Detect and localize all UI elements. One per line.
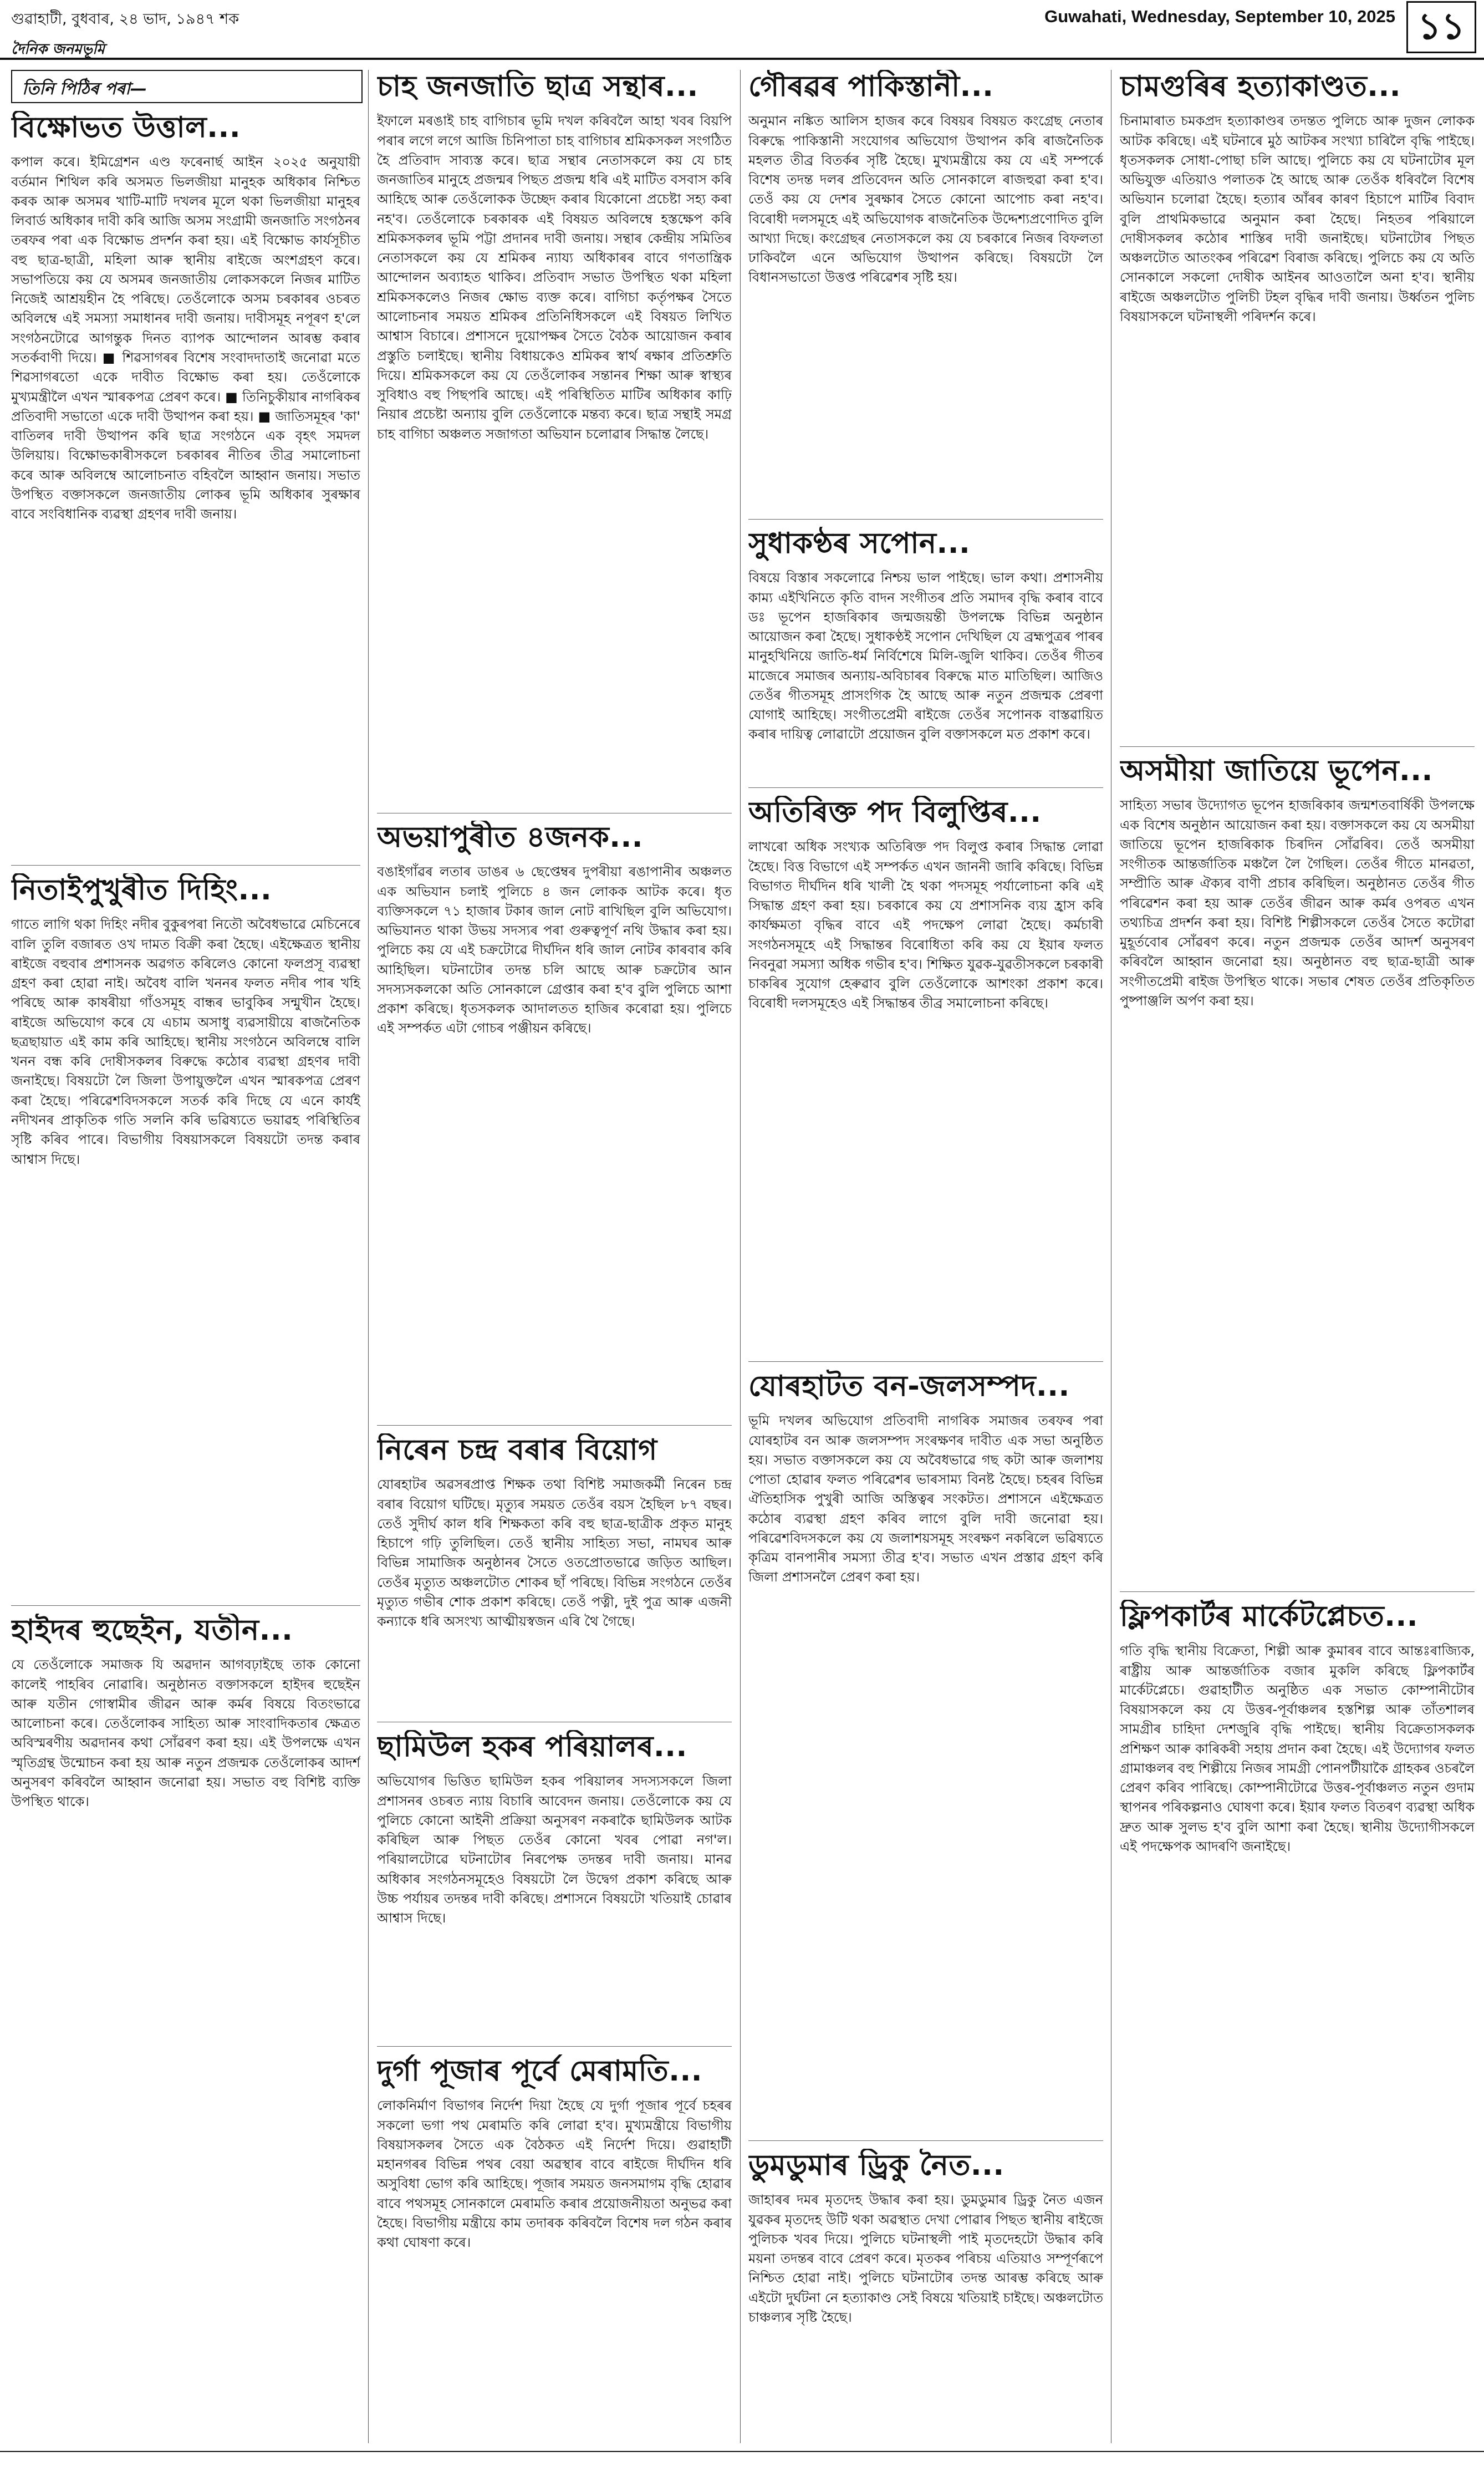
story-14 [1120, 70, 1475, 741]
story-headline: ফ্লিপকাৰ্টৰ মাৰ্কেটপ্লেচত... [1120, 1600, 1419, 1633]
story-13 [748, 2149, 1103, 2437]
story-separator [748, 519, 1103, 520]
page-bottom-rule [0, 2451, 1484, 2452]
story-headline: যোৰহাটত বন-জলসম্পদ... [748, 1370, 1070, 1403]
masthead-rule [0, 58, 1484, 60]
story-headline: অসমীয়া জাতিয়ে ভূপেন... [1120, 754, 1433, 787]
column-divider [368, 70, 369, 2443]
story-body: সাহিত্য সভাৰ উদ্যোগত ভূপেন হাজৰিকাৰ জন্মশতবাৰ্ষিকী উপলক্ষে এক বিশেষ অনুষ্ঠান আয়োজন কৰা হয়। বক্তাসকলে কয় যে অসমীয়া জাতিয়ে ভূপেন হাজৰিকাক চিৰদিন সোঁৱৰিব। তেওঁ অসমীয়া সংগীতক আন্তৰ্জাতিক মঞ্চলৈ লৈ গৈছিল। তেওঁৰ গীতে মানৱতা, সম্প্ৰীতি আৰু ঐক্যৰ বাণী প্ৰচাৰ কৰিছিল। অনুষ্ঠানত তেওঁৰ গীত পৰিৱেশন কৰা হয় আৰু তেওঁৰ জীৱন আৰু কৰ্মৰ ওপৰত এখন তথ্যচিত্ৰ প্ৰদৰ্শন কৰা হয়। বিশিষ্ট শিল্পীসকলে তেওঁৰ সৈতে কটোৱা মুহূৰ্তবোৰ সোঁৱৰণ কৰে। নতুন প্ৰজন্মক তেওঁৰ আদৰ্শ অনুসৰণ কৰিবলৈ আহ্বান জনোৱা হয়। অনুষ্ঠানত বহু ছাত্ৰ-ছাত্ৰী আৰু সংগীতপ্ৰেমী ৰাইজ উপস্থিত থাকে। সভাৰ শেষত তেওঁৰ প্ৰতিকৃতিত পুষ্পাঞ্জলি অৰ্পণ কৰা হয়। [1120, 797, 1475, 1009]
story-separator [11, 1605, 360, 1606]
column-divider [740, 70, 741, 2443]
story-body: কপাল কৰে। ইমিগ্ৰেশন এণ্ড ফৰেনাৰ্ছ আইন ২০২৫ অনুযায়ী বৰ্তমান শিথিল কৰি অসমত ভিলজীয়া মানুহক অধিকাৰ নিশ্চিত কৰক আৰু অসমৰ খাটি-মাটি দখলৰ মূলে থকা ভিলজীয়া মানুহৰ লিবাৰ্ড অধিকাৰ দাবী কৰি আজি অসম সংগ্ৰামী জনজাতি সংগঠনৰ তৰফৰ পৰা এক বিক্ষোভ প্ৰদৰ্শন কৰা হয়। এই বিক্ষোভ কাৰ্যসূচীত বহু ছাত্ৰ-ছাত্ৰী, মহিলা আৰু স্থানীয় ৰাইজে অংশগ্ৰহণ কৰে। সভাপতিয়ে কয় যে অসমৰ জনজাতীয় লোকসকলে নিজৰ মাটিত নিজেই আশ্ৰয়হীন হৈ পৰিছে। তেওঁলোকে অসম চৰকাৰৰ ওচৰত অবিলম্বে এই সমস্যা সমাধানৰ দাবী জনায়। দাবীসমূহ নপূৰণ হ'লে সংগঠনটোৱে আগন্তুক দিনত ব্যাপক আন্দোলন আৰম্ভ কৰাৰ সতৰ্কবাণী দিয়ে। ■ শিৱসাগৰৰ বিশেষ সংবাদদাতাই জনোৱা মতে শিৱসাগৰতো একে দাবীত বিক্ষোভ কৰা হয়। তেওঁলোকে মুখ্যমন্ত্ৰীলৈ এখন স্মাৰকপত্ৰ প্ৰেৰণ কৰে। ■ তিনিচুকীয়াৰ নাগৰিকৰ প্ৰতিবাদী সভাতো একে দাবী উত্থাপন কৰা হয়। ■ জাতিসমূহৰ 'কা' বাতিলৰ দাবী উত্থাপন কৰি ছাত্ৰ সংগঠনে এক বৃহৎ সমদল উলিয়ায়। বিক্ষোভকাৰীসকলে চৰকাৰৰ নীতিৰ তীব্ৰ সমালোচনা কৰে আৰু অবিলম্বে আলোচনাত বহিবলৈ আহ্বান জনায়। সভাত উপস্থিত বক্তাসকলে জনজাতীয় লোকৰ ভূমি অধিকাৰ সুৰক্ষাৰ বাবে সংবিধানিক ব্যৱস্থা গ্ৰহণৰ দাবী জনায়। [11, 154, 360, 522]
story-9 [748, 70, 1103, 513]
story-1 [11, 111, 360, 859]
story-15 [1120, 754, 1475, 1586]
story-body: লাখৰো অধিক সংখ্যক অতিৰিক্ত পদ বিলুপ্ত কৰাৰ সিদ্ধান্ত লোৱা হৈছে। বিত্ত বিভাগে এই সম্পৰ্কত এখন জাননী জাৰি কৰিছে। বিভিন্ন বিভাগত দীৰ্ঘদিন ধৰি খালী হৈ থকা পদসমূহ পৰ্যালোচনা কৰি এই সিদ্ধান্ত গ্ৰহণ কৰা হয়। চৰকাৰে কয় যে প্ৰশাসনিক ব্যয় হ্ৰাস কৰি কাৰ্যক্ষমতা বৃদ্ধিৰ বাবে এই পদক্ষেপ লোৱা হৈছে। কৰ্মচাৰী সংগঠনসমূহে এই সিদ্ধান্তৰ বিৰোধিতা কৰি কয় যে ইয়াৰ ফলত নিবনুৱা সমস্যা অধিক গভীৰ হ'ব। শিক্ষিত যুৱক-যুৱতীসকলে চৰকাৰী চাকৰিৰ সুযোগ হেৰুৱাব বুলি তেওঁলোকে আশংকা প্ৰকাশ কৰে। বিৰোধী দলসমূহেও এই সিদ্ধান্তৰ তীব্ৰ সমালোচনা কৰিছে। [748, 839, 1103, 1011]
story-headline: ছামিউল হকৰ পৰিয়ালৰ... [377, 1730, 687, 1763]
story-headline: ডুমডুমাৰ ড্ৰিকু নৈত... [748, 2149, 1004, 2182]
story-body: জাহাৰৰ দমৰ মৃতদেহ উদ্ধাৰ কৰা হয়। ডুমডুমাৰ ড্ৰিকু নৈত এজন যুৱকৰ মৃতদেহ উটি থকা অৱস্থাত দেখা পোৱাৰ পিছত স্থানীয় ৰাইজে পুলিচক খবৰ দিয়ে। পুলিচে ঘটনাস্থলী পাই মৃতদেহটো উদ্ধাৰ কৰি ময়না তদন্তৰ বাবে প্ৰেৰণ কৰে। মৃতকৰ পৰিচয় এতিয়াও সম্পূৰ্ণৰূপে নিশ্চিত হোৱা নাই। পুলিচে ঘটনাটোৰ তদন্ত আৰম্ভ কৰিছে আৰু এইটো দুৰ্ঘটনা নে হত্যাকাণ্ড সেই বিষয়ে খতিয়াই চাইছে। অঞ্চলটোত চাঞ্চল্যৰ সৃষ্টি হৈছে। [748, 2192, 1103, 2325]
story-body: বিষয়ে বিস্তাৰ সকলোৱে নিশ্চয় ভাল পাইছে। ভাল কথা। প্ৰশাসনীয় কাম্য এইখিনিতে কৃতি বাদন সংগীতৰ প্ৰতি সমাদৰ বৃদ্ধি কৰাৰ বাবে ডঃ ভূপেন হাজৰিকাৰ জন্মজয়ন্তী উপলক্ষে বিভিন্ন অনুষ্ঠান আয়োজন কৰা হৈছে। সুধাকণ্ঠই সপোন দেখিছিল যে ব্ৰহ্মপুত্ৰৰ পাৰৰ মানুহখিনিয়ে জাতি-ধৰ্ম নিৰ্বিশেষে মিলি-জুলি থাকিব। তেওঁৰ গীতৰ মাজেৰে সমাজৰ অন্যায়-অবিচাৰৰ বিৰুদ্ধে মাত মাতিছিল। আজিও তেওঁৰ গীতসমূহ প্ৰাসংগিক হৈ আছে আৰু নতুন প্ৰজন্মক প্ৰেৰণা যোগাই আহিছে। সংগীতপ্ৰেমী ৰাইজে তেওঁৰ সপোনক বাস্তৱায়িত কৰাৰ দায়িত্ব লোৱাটো প্ৰয়োজন বুলি বক্তাসকলে মত প্ৰকাশ কৰে। [748, 570, 1103, 742]
story-separator [1120, 1591, 1475, 1592]
story-headline: অভয়াপুৰীত ৪জনক... [377, 821, 644, 854]
story-separator [11, 865, 360, 866]
story-body: অনুমান নঙ্কিত আলিস হাজৰ কৰে বিষয়ৰ বিষয়ত কংগ্ৰেছ নেতাৰ বিৰুদ্ধে পাকিস্তানী সংযোগৰ অভিযোগ উত্থাপন কৰি ৰাজনৈতিক মহলত তীব্ৰ বিতৰ্কৰ সৃষ্টি হৈছে। মুখ্যমন্ত্ৰীয়ে কয় যে এই সম্পৰ্কে বিশেষ তদন্ত দলৰ প্ৰতিবেদন অতি সোনকালে ৰাজহুৱা কৰা হ'ব। তেওঁ কয় যে দেশৰ সুৰক্ষাৰ সৈতে কোনো আপোচ কৰা নহ'ব। বিৰোধী দলসমূহে এই অভিযোগক ৰাজনৈতিক উদ্দেশ্যপ্ৰণোদিত বুলি আখ্যা দিছে। কংগ্ৰেছৰ নেতাসকলে কয় যে চৰকাৰে নিজৰ বিফলতা ঢাকিবলৈ এনে অভিযোগ উত্থাপন কৰিছে। বিষয়টো লৈ বিধানসভাতো উত্তপ্ত পৰিৱেশৰ সৃষ্টি হয়। [748, 113, 1103, 286]
story-headline: সুধাকণ্ঠৰ সপোন... [748, 527, 971, 560]
story-body: গাতে লাগি থকা দিহিং নদীৰ বুকুৰপৰা নিতৌ অবৈধভাৱে মেচিনেৰে বালি তুলি বজাৰত ওখ দামত বিক্ৰী কৰা হৈছে। এইক্ষেত্ৰত স্থানীয় ৰাইজে বহুবাৰ প্ৰশাসনক অৱগত কৰিলেও কোনো ফলপ্ৰসূ ব্যৱস্থা গ্ৰহণ কৰা হোৱা নাই। অবৈধ বালি খননৰ ফলত নদীৰ পাৰ খহি পৰিছে আৰু কাষৰীয়া গাঁওসমূহ বান্ধৰ ভাবুকিৰ সন্মুখীন হৈছে। ৰাইজে অভিযোগ কৰে যে এচাম অসাধু ব্যৱসায়ীয়ে ৰাজনৈতিক ছত্ৰছায়াত এই কাম কৰি আহিছে। স্থানীয় সংগঠনে অবিলম্বে বালি খনন বন্ধ কৰি দোষীসকলৰ বিৰুদ্ধে কঠোৰ ব্যৱস্থা গ্ৰহণৰ দাবী জনাইছে। বিষয়টো লৈ জিলা উপায়ুক্তলৈ এখন স্মাৰকপত্ৰ প্ৰেৰণ কৰা হৈছে। পৰিৱেশবিদসকলে সতৰ্ক কৰি দিছে যে এনে কাৰ্যই নদীখনৰ প্ৰাকৃতিক গতি সলনি কৰি ভৱিষ্যতে ভয়াৱহ পৰিস্থিতিৰ সৃষ্টি কৰিব পাৰে। বিভাগীয় বিষয়াসকলে বিষয়টো তদন্ত কৰাৰ আশ্বাস দিছে। [11, 917, 360, 1167]
dateline-assamese: গুৱাহাটী, বুধবাৰ, ২৪ ভাদ, ১৯৪৭ শক [11, 11, 239, 28]
story-headline: নিৰেন চন্দ্ৰ বৰাৰ বিয়োগ [377, 1433, 657, 1467]
story-body: চিনামাৰাত চমকপ্ৰদ হত্যাকাণ্ডৰ তদন্তত পুলিচে আৰু দুজন লোকক আটক কৰিছে। এই ঘটনাৰে মুঠ আটকৰ সংখ্যা চাৰিলৈ বৃদ্ধি পাইছে। ধৃতসকলক সোধা-পোছা চলি আছে। পুলিচে কয় যে ঘটনাটোৰ মূল অভিযুক্ত এতিয়াও পলাতক হৈ আছে আৰু তেওঁক ধৰিবলৈ বিশেষ অভিযান চলোৱা হৈছে। হত্যাৰ আঁৰৰ কাৰণ হিচাপে মাটিৰ বিবাদ বুলি প্ৰাথমিকভাৱে অনুমান কৰা হৈছে। নিহতৰ পৰিয়ালে দোষীসকলৰ কঠোৰ শাস্তিৰ দাবী জনাইছে। ঘটনাটোৰ পিছত অঞ্চলটোত আতংকৰ পৰিৱেশ বিৰাজ কৰিছে। পুলিচে কয় যে অতি সোনকালে সকলো দোষীক আইনৰ আওতালৈ অনা হ'ব। স্থানীয় ৰাইজে অঞ্চলটোত পুলিচী টহল বৃদ্ধিৰ দাবী জনায়। উৰ্ধ্বতন পুলিচ বিষয়াসকলে ঘটনাস্থলী পৰিদৰ্শন কৰে। [1120, 113, 1475, 325]
story-body: বঙাইগাঁৱৰ লতাৰ ডাঙৰ ৬ ছেপ্তেম্বৰ দুপৰীয়া ৰঙাপানীৰ অঞ্চলত এক অভিযান চলাই পুলিচে ৪ জন লোকক আটক কৰে। ধৃত ব্যক্তিসকলে ৭১ হাজাৰ টকাৰ জাল নোট ৰাখিছিল বুলি অভিযোগ। অভিযানত থাকা উভয় সদস্যৰ পৰা গুৰুত্বপূৰ্ণ নথি উদ্ধাৰ কৰা হয়। পুলিচে কয় যে এই চক্ৰটোৱে দীৰ্ঘদিন ধৰি জাল নোটৰ কাৰবাৰ কৰি আহিছিল। ঘটনাটোৰ তদন্ত চলি আছে আৰু চক্ৰটোৰ আন সদস্যসকলকো অতি সোনকালে গ্ৰেপ্তাৰ কৰা হ'ব বুলি পুলিচে আশা প্ৰকাশ কৰিছে। ধৃতসকলক আদালতত হাজিৰ কৰোৱা হয়। পুলিচে এই সম্পৰ্কত এটা গোচৰ পঞ্জীয়ন কৰিছে। [377, 864, 732, 1036]
story-3 [11, 1614, 360, 2434]
story-8 [377, 2054, 732, 2437]
story-body: লোকনিৰ্মাণ বিভাগৰ নিৰ্দেশ দিয়া হৈছে যে দুৰ্গা পূজাৰ পূৰ্বে চহৰৰ সকলো ভগা পথ মেৰামতি কৰি লোৱা হ'ব। মুখ্যমন্ত্ৰীয়ে বিভাগীয় বিষয়াসকলৰ সৈতে এক বৈঠকত এই নিৰ্দেশ দিয়ে। গুৱাহাটী মহানগৰৰ বিভিন্ন পথৰ বেয়া অৱস্থাৰ বাবে ৰাইজে দীৰ্ঘদিন ধৰি অসুবিধা ভোগ কৰি আহিছে। পূজাৰ সময়ত জনসমাগম বৃদ্ধি হোৱাৰ বাবে পথসমূহ সোনকালে মেৰামতি কৰাৰ প্ৰয়োজনীয়তা অনুভৱ কৰা হৈছে। বিভাগীয় মন্ত্ৰীয়ে কাম তদাৰক কৰিবলৈ বিশেষ দল গঠন কৰাৰ কথা ঘোষণা কৰে। [377, 2098, 732, 2251]
continued-kicker: তিনি পিঠিৰ পৰা— [11, 70, 363, 103]
story-body: ভূমি দখলৰ অভিযোগ প্ৰতিবাদী নাগৰিক সমাজৰ তৰফৰ পৰা যোৰহাটৰ বন আৰু জলসম্পদ সংৰক্ষণৰ দাবীত এক সভা অনুষ্ঠিত হয়। সভাত বক্তাসকলে কয় যে অবৈধভাৱে গছ কটা আৰু জলাশয় পোতা হোৱাৰ ফলত পৰিৱেশৰ ভাৰসাম্য বিনষ্ট হৈছে। চহৰৰ বিভিন্ন ঐতিহাসিক পুখুৰী আজি অস্তিত্বৰ সংকটত। প্ৰশাসনে এইক্ষেত্ৰত কঠোৰ ব্যৱস্থা গ্ৰহণ কৰিব লাগে বুলি দাবী জনোৱা হয়। পৰিৱেশবিদসকলে কয় যে জলাশয়সমূহ সংৰক্ষণ নকৰিলে ভৱিষ্যতে কৃত্ৰিম বানপানীৰ সমস্যা তীব্ৰ হ'ব। সভাত এখন প্ৰস্তাৱ গ্ৰহণ কৰি জিলা প্ৰশাসনলৈ প্ৰেৰণ কৰা হয়। [748, 1413, 1103, 1585]
story-separator [377, 1425, 732, 1426]
story-headline: হাইদৰ হুছেইন, যতীন... [11, 1614, 293, 1647]
dateline-english: Guwahati, Wednesday, September 10, 2025 [1044, 7, 1395, 26]
story-4 [377, 70, 732, 807]
masthead [0, 0, 1484, 61]
story-11 [748, 796, 1103, 1356]
story-headline: দুৰ্গা পূজাৰ পূৰ্বে মেৰামতি... [377, 2054, 702, 2088]
story-body: অভিযোগৰ ভিত্তিত ছামিউল হকৰ পৰিয়ালৰ সদস্যসকলে জিলা প্ৰশাসনৰ ওচৰত ন্যায় বিচাৰি আবেদন জনায়। তেওঁলোকে কয় যে পুলিচে কোনো আইনী প্ৰক্ৰিয়া অনুসৰণ নকৰাকৈ ছামিউলক আটক কৰিছিল আৰু পিছত তেওঁৰ কোনো খবৰ পোৱা নগ'ল। পৰিয়ালটোৱে ঘটনাটোৰ নিৰপেক্ষ তদন্তৰ দাবী জনায়। মানৱ অধিকাৰ সংগঠনসমূহেও বিষয়টো লৈ উদ্বেগ প্ৰকাশ কৰিছে আৰু উচ্চ পৰ্যায়ৰ তদন্তৰ দাবী কৰিছে। প্ৰশাসনে বিষয়টো খতিয়াই চোৱাৰ আশ্বাস দিছে। [377, 1773, 732, 1926]
story-headline: অতিৰিক্ত পদ বিলুপ্তিৰ... [748, 796, 1042, 829]
story-separator [748, 787, 1103, 788]
story-7 [377, 1730, 732, 2041]
story-16 [1120, 1600, 1475, 2437]
story-2 [11, 873, 360, 1600]
story-body: যোৰহাটৰ অৱসৰপ্ৰাপ্ত শিক্ষক তথা বিশিষ্ট সমাজকৰ্মী নিৰেন চন্দ্ৰ বৰাৰ বিয়োগ ঘটিছে। মৃত্যুৰ সময়ত তেওঁৰ বয়স হৈছিল ৮৭ বছৰ। তেওঁ সুদীৰ্ঘ কাল ধৰি শিক্ষকতা কৰি বহু ছাত্ৰ-ছাত্ৰীক প্ৰকৃত মানুহ হিচাপে গঢ়ি তুলিছিল। তেওঁ স্থানীয় সাহিত্য সভা, নামঘৰ আৰু বিভিন্ন সামাজিক অনুষ্ঠানৰ সৈতে ওতপ্ৰোতভাৱে জড়িত আছিল। তেওঁৰ মৃত্যুত অঞ্চলটোত শোকৰ ছাঁ পৰিছে। বিভিন্ন সংগঠনে তেওঁৰ মৃত্যুত গভীৰ শোক প্ৰকাশ কৰিছে। তেওঁ পত্নী, দুই পুত্ৰ আৰু এজনী কন্যাকে ধৰি অসংখ্য আত্মীয়স্বজন এৰি থৈ গৈছে। [377, 1477, 732, 1630]
story-body: গতি বৃদ্ধি স্থানীয় বিক্ৰেতা, শিল্পী আৰু কুমাৰৰ বাবে আন্তঃৰাজ্যিক, ৰাষ্ট্ৰীয় আৰু আন্তৰ্জাতিক বজাৰ মুকলি কৰিছে ফ্লিপকাৰ্টৰ মাৰ্কেটপ্লেচে। গুৱাহাটীত অনুষ্ঠিত এক সভাত কোম্পানীটোৰ বিষয়াসকলে কয় যে উত্তৰ-পূৰ্বাঞ্চলৰ হস্তশিল্প আৰু তাঁতশালৰ সামগ্ৰীৰ চাহিদা দেশজুৰি বৃদ্ধি পাইছে। স্থানীয় বিক্ৰেতাসকলক প্ৰশিক্ষণ আৰু কাৰিকৰী সহায় প্ৰদান কৰা হৈছে। এই উদ্যোগৰ ফলত গ্ৰামাঞ্চলৰ বহু শিল্পীয়ে নিজৰ সামগ্ৰী পোনপটীয়াকৈ গ্ৰাহকৰ ওচৰলৈ প্ৰেৰণ কৰিব পাৰিছে। কোম্পানীটোৱে উত্তৰ-পূৰ্বাঞ্চলত নতুন গুদাম স্থাপনৰ পৰিকল্পনাও ঘোষণা কৰে। ইয়াৰ ফলত বিতৰণ ব্যৱস্থা অধিক দ্ৰুত আৰু সুলভ হ'ব বুলি আশা কৰা হৈছে। স্থানীয় উদ্যোগীসকলে এই পদক্ষেপক আদৰণি জনাইছে। [1120, 1643, 1475, 1855]
story-10 [748, 527, 1103, 782]
story-headline: গৌৰৱৰ পাকিস্তানী... [748, 70, 994, 103]
story-body: যে তেওঁলোকে সমাজক যি অৱদান আগবঢ়াইছে তাক কোনো কালেই পাহৰিব নোৱাৰি। অনুষ্ঠানত বক্তাসকলে হাইদৰ হুছেইন আৰু যতীন গোস্বামীৰ জীৱন আৰু কৰ্মৰ বিষয়ে বিতংভাৱে আলোচনা কৰে। তেওঁলোকৰ সাহিত্য আৰু সাংবাদিকতাৰ ক্ষেত্ৰত অবিস্মৰণীয় অৱদানৰ কথা সোঁৱৰণ কৰা হয়। এই উপলক্ষে এখন স্মৃতিগ্ৰন্থ উন্মোচন কৰা হয় আৰু নতুন প্ৰজন্মক তেওঁলোকৰ আদৰ্শ অনুসৰণ কৰিবলৈ আহ্বান জনোৱা হয়। সভাত বহু বিশিষ্ট ব্যক্তি উপস্থিত থাকে। [11, 1657, 360, 1810]
page-number: ১১ [1406, 1, 1476, 53]
story-5 [377, 821, 732, 1420]
story-headline: বিক্ষোভত উত্তাল... [11, 111, 241, 144]
story-body: ইফালে মৰঙাই চাহ বাগিচাৰ ভূমি দখল কৰিবলৈ আহা খবৰ বিয়পি পৰাৰ লগে লগে আজি চিনিপাতা চাহ বাগিচাৰ শ্ৰমিকসকল সংগঠিত হৈ প্ৰতিবাদ সাব্যস্ত কৰে। ছাত্ৰ সন্থাৰ নেতাসকলে কয় যে চাহ জনজাতিৰ মানুহে প্ৰজন্মৰ পিছত প্ৰজন্ম ধৰি এই মাটিত বসবাস কৰি আহিছে আৰু তেওঁলোকক উচ্ছেদ কৰাৰ যিকোনো প্ৰচেষ্টা সহ্য কৰা নহ'ব। তেওঁলোকে চৰকাৰক এই বিষয়ত অবিলম্বে হস্তক্ষেপ কৰি শ্ৰমিকসকলৰ ভূমি পট্টা প্ৰদানৰ দাবী জনায়। সন্থাৰ কেন্দ্ৰীয় সমিতিৰ নেতাসকলে কয় যে শ্ৰমিকৰ ন্যায্য অধিকাৰৰ বাবে গণতান্ত্ৰিক আন্দোলন অব্যাহত থাকিব। প্ৰতিবাদ সভাত উপস্থিত থকা মহিলা শ্ৰমিকসকলেও নিজৰ ক্ষোভ ব্যক্ত কৰে। বাগিচা কৰ্তৃপক্ষৰ সৈতে আলোচনাৰ সময়ত শ্ৰমিকৰ প্ৰতিনিধিসকলে এই বিষয়ত লিখিত আশ্বাস বিচাৰে। প্ৰশাসনে দুয়োপক্ষৰ সৈতে বৈঠক আয়োজন কৰাৰ প্ৰস্তুতি চলাইছে। স্থানীয় বিধায়কেও শ্ৰমিকৰ স্বাৰ্থ ৰক্ষাৰ প্ৰতিশ্ৰুতি দিয়ে। শ্ৰমিকসকলে কয় যে তেওঁলোকৰ সন্তানৰ শিক্ষা আৰু স্বাস্থ্যৰ সুবিধাও বহু পিছপৰি আছে। এই পৰিস্থিতিত মাটিৰ অধিকাৰ কাঢ়ি নিয়াৰ প্ৰচেষ্টা অন্যায় বুলি তেওঁলোকে মন্তব্য কৰে। ছাত্ৰ সন্থাই সমগ্ৰ চাহ বাগিচা অঞ্চলত সজাগতা অভিযান চলোৱাৰ সিদ্ধান্ত লৈছে। [377, 113, 732, 442]
story-headline: নিতাইপুখুৰীত দিহিং... [11, 873, 272, 907]
story-separator [1120, 746, 1475, 747]
story-separator [748, 1361, 1103, 1362]
story-separator [377, 2046, 732, 2047]
story-6 [377, 1433, 732, 1716]
story-12 [748, 1370, 1103, 2135]
story-headline: চাহ জনজাতি ছাত্ৰ সন্থাৰ... [377, 70, 698, 103]
story-headline: চামগুৰিৰ হত্যাকাণ্ডত... [1120, 70, 1401, 103]
story-separator [748, 2140, 1103, 2141]
paper-name: দৈনিক জনমভূমি [11, 41, 105, 58]
